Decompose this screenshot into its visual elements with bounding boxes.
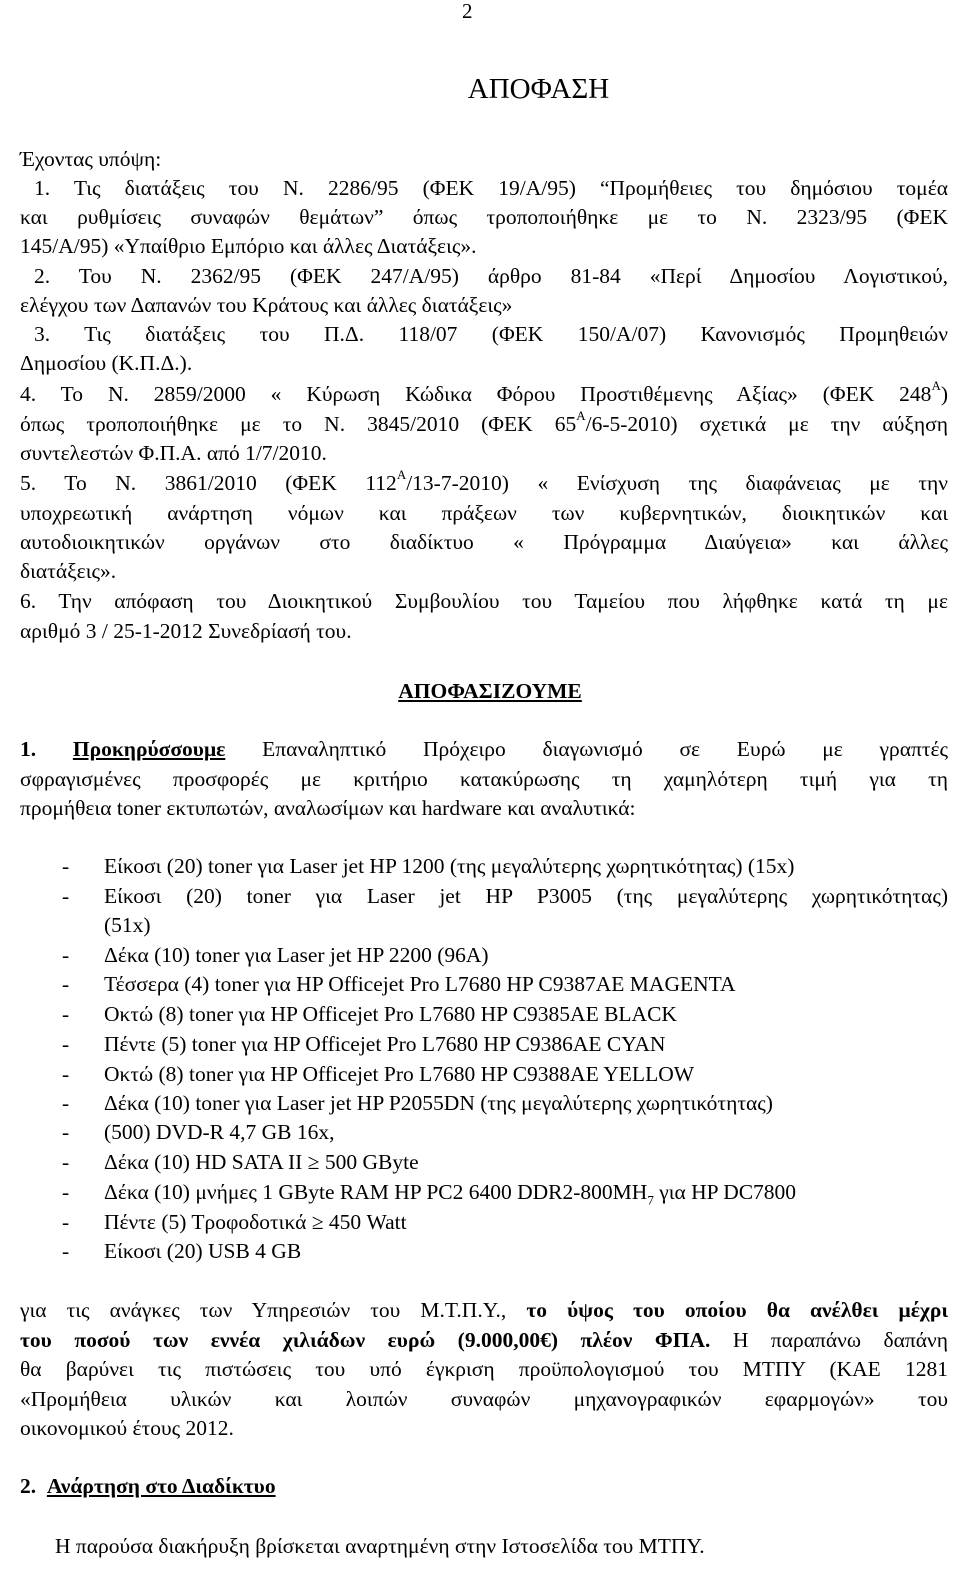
- closing-line-1: για τις ανάγκες των Υπηρεσιών του Μ.Τ.Π.Υ., το ύψος του οποίου θα ανέλθει μέχρι: [20, 1298, 949, 1322]
- item-1-line-3: προμήθεια toner εκτυπωτών, αναλωσίμων και hardware και αναλυτικά:: [20, 796, 636, 820]
- consideration-5-line-3: αυτοδιοικητικών οργάνων στο διαδίκτυο « Πρόγραμμα Διαύγεια» και άλλες: [20, 530, 948, 554]
- list-item: - Οκτώ (8) toner για HP Officejet Pro L7680 HP C9385AE BLACK: [62, 1002, 677, 1026]
- decision-heading: ΑΠΟΦΑΣΙΖΟΥΜΕ: [398, 679, 582, 703]
- item-1-line-2: σφραγισμένες προσφορές με κριτήριο κατακύρωσης τη χαμηλότερη τιμή για τη: [20, 767, 948, 791]
- item-1-number: 1.: [20, 737, 37, 761]
- page-number: 2: [462, 0, 473, 23]
- list-item-text-cont: (51x): [104, 913, 151, 937]
- list-item: - (500) DVD-R 4,7 GB 16x,: [62, 1120, 335, 1144]
- list-item: - Δέκα (10) HD SATA II ≥ 500 GByte: [62, 1150, 419, 1174]
- page-title: ΑΠΟΦΑΣΗ: [467, 73, 610, 105]
- consideration-5-line-2: υποχρεωτική ανάρτηση νόμων και πράξεων των κυβερνητικών, διοικητικών και: [20, 501, 948, 525]
- list-item: - Είκοσι (20) USB 4 GB: [62, 1239, 302, 1263]
- closing-line-5: οικονομικού έτους 2012.: [20, 1416, 234, 1440]
- consideration-3-line-2: Δημοσίου (Κ.Π.Δ.).: [20, 351, 193, 375]
- list-item: - Οκτώ (8) toner για HP Officejet Pro L7680 HP C9388AE YELLOW: [62, 1062, 695, 1086]
- consideration-4-line-3: συντελεστών Φ.Π.Α. από 1/7/2010.: [20, 441, 327, 465]
- list-item: - Τέσσερα (4) toner για HP Officejet Pro L7680 HP C9387AE MAGENTA: [62, 972, 736, 996]
- list-item: - Πέντε (5) toner για HP Officejet Pro L7680 HP C9386AE CYAN: [62, 1032, 666, 1056]
- list-item-text: Είκοσι (20) toner για Laser jet HP P3005 (της μεγαλύτερης χωρητικότητας): [104, 884, 948, 908]
- section-2-heading: 2. Ανάρτηση στο Διαδίκτυο: [20, 1474, 276, 1498]
- list-item: - Δέκα (10) toner για Laser jet HP P2055DN (της μεγαλύτερης χωρητικότητας): [62, 1091, 773, 1115]
- closing-line-2: του ποσού των εννέα χιλιάδων ευρώ (9.000,00€) πλέον ΦΠΑ. Η παραπάνω δαπάνη: [20, 1328, 948, 1352]
- consideration-2-line-2: ελέγχου των Δαπανών του Κράτους και άλλες διατάξεις»: [20, 293, 513, 317]
- list-item: - Πέντε (5) Τροφοδοτικά ≥ 450 Watt: [62, 1210, 407, 1234]
- consideration-6-line-1: 6. Την απόφαση του Διοικητικού Συμβουλίου του Ταμείου που λήφθηκε κατά τη με: [20, 589, 948, 613]
- closing-line-4: «Προμήθεια υλικών και λοιπών συναφών μηχανογραφικών εφαρμογών» του: [20, 1387, 948, 1411]
- intro-text: Έχοντας υπόψη:: [20, 147, 162, 171]
- consideration-1-line-2: και ρυθμίσεις συναφών θεμάτων” όπως τροποποιήθηκε με το Ν. 2323/95 (ΦΕΚ: [20, 205, 948, 229]
- section-2-text: Η παρούσα διακήρυξη βρίσκεται αναρτημένη στην Ιστοσελίδα του ΜΤΠΥ.: [55, 1534, 705, 1558]
- consideration-6-line-2: αριθμό 3 / 25-1-2012 Συνεδρίασή του.: [20, 619, 352, 643]
- consideration-3-line-1: 3. Τις διατάξεις του Π.Δ. 118/07 (ΦΕΚ 150/Α/07) Κανονισμός Προμηθειών: [34, 322, 948, 346]
- consideration-5-line-1: 5. Το Ν. 3861/2010 (ΦΕΚ $112^A/13-7-2010$) « Ενίσχυση της διαφάνειας με την: [20, 466, 948, 495]
- section-2-number: 2.: [20, 1474, 37, 1498]
- closing-line-3: θα βαρύνει τις πιστώσεις του υπό έγκριση προϋπολογισμού του ΜΤΠΥ (ΚΑΕ 1281: [20, 1357, 948, 1381]
- consideration-4-line-1: 4. Το Ν. 2859/2000 « Κύρωση Κώδικα Φόρου Προστιθέμενης Αξίας» (ΦΕΚ $248^A$): [20, 377, 948, 406]
- list-item: - Είκοσι (20) toner για Laser jet HP 1200 (της μεγαλύτερης χωρητικότητας) (15x): [62, 854, 795, 878]
- consideration-1-line-3: 145/Α/95) «Υπαίθριο Εμπόριο και άλλες Διατάξεις».: [20, 234, 477, 258]
- consideration-4-line-2: όπως τροποποιήθηκε με το Ν. 3845/2010 (ΦΕΚ $65^A/6-5-2010$) σχετικά με την αύξηση: [20, 407, 948, 436]
- list-item: -: [62, 884, 70, 908]
- consideration-5-line-4: διατάξεις».: [20, 559, 117, 583]
- item-1-line-1: 1. Προκηρύσσουμε Επαναληπτικό Πρόχειρο διαγωνισμό σε Ευρώ με γραπτές: [20, 737, 949, 761]
- list-item: - Δέκα (10) μνήμες 1 GByte RAM HP PC2 6400 $DDR2-800MH_7$ για HP DC7800: [62, 1180, 797, 1208]
- consideration-2-line-1: 2. Του Ν. 2362/95 (ΦΕΚ 247/Α/95) άρθρο 81-84 «Περί Δημοσίου Λογιστικού,: [34, 264, 948, 288]
- consideration-1-line-1: 1. Τις διατάξεις του Ν. 2286/95 (ΦΕΚ 19/Α/95) “Προμήθειες του δημόσιου τομέα: [34, 176, 948, 200]
- item-1-lead: Προκηρύσσουμε: [72, 737, 226, 761]
- list-item: - Δέκα (10) toner για Laser jet HP 2200 (96A): [62, 943, 489, 967]
